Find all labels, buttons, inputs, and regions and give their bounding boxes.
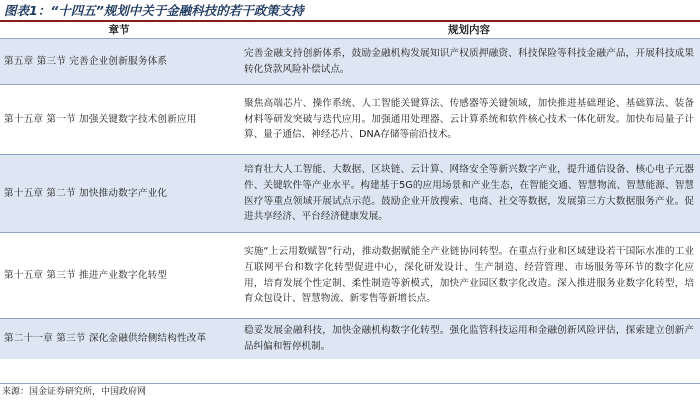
policy-table <box>0 23 700 359</box>
table-row <box>0 85 700 155</box>
chapter-cell: 第十五章 第二节 加快推动数字产业化 <box>0 155 238 233</box>
table-row <box>0 319 700 359</box>
content-cell: 培育壮大人工智能、大数据、区块链、云计算、网络安全等新兴数字产业，提升通信设备、核心电子元器件、关键软件等产业水平。构建基于5G的应用场景和产业生态，在智能交通、智慧物流、智慧能源、智慧医疗等重点领域开展试点示范。鼓励企业开放搜索、电商、社交等数据，发展第三方大数据服务产业。促进共享经济、平台经济健康发展。 <box>238 155 700 233</box>
title-divider <box>0 20 700 22</box>
header-chapter: 章节 <box>0 23 238 39</box>
content-cell: 稳妥发展金融科技，加快金融机构数字化转型。强化监管科技运用和金融创新风险评估，探索建立创新产品纠偏和暂停机制。 <box>238 319 700 359</box>
header-content: 规划内容 <box>238 23 700 39</box>
chapter-cell: 第十五章 第三节 推进产业数字化转型 <box>0 233 238 319</box>
source-note: 来源：国金证券研究所，中国政府网 <box>2 387 147 397</box>
figure-title: 图表1：“十四五”规划中关于金融科技的若干政策支持 <box>4 3 304 18</box>
table-row <box>0 155 700 233</box>
chapter-cell: 第十五章 第一节 加强关键数字技术创新应用 <box>0 85 238 155</box>
table-header-row <box>0 23 700 39</box>
content-cell: 实施“上云用数赋智”行动，推动数据赋能全产业链协同转型。在重点行业和区域建设若干国际水准的工业互联网平台和数字化转型促进中心，深化研发设计、生产制造、经营管理、市场服务等环节的数字化应用，培育发展个性定制、柔性制造等新模式，加快产业园区数字化改造。深入推进服务业数字化转型，培育众包设计、智慧物流、新零售等新增长点。 <box>238 233 700 319</box>
content-cell: 完善金融支持创新体系，鼓励金融机构发展知识产权质押融资、科技保险等科技金融产品，开展科技成果转化贷款风险补偿试点。 <box>238 39 700 85</box>
table-bottom-divider <box>0 383 700 384</box>
table-row <box>0 233 700 319</box>
chapter-cell: 第二十一章 第三节 深化金融供给侧结构性改革 <box>0 319 238 359</box>
chapter-cell: 第五章 第三节 完善企业创新服务体系 <box>0 39 238 85</box>
table-row <box>0 39 700 85</box>
content-cell: 聚焦高端芯片、操作系统、人工智能关键算法、传感器等关键领域，加快推进基础理论、基础算法、装备材料等研发突破与迭代应用。加强通用处理器、云计算系统和软件核心技术一体化研发。加快布局量子计算、量子通信、神经芯片、DNA存储等前沿技术。 <box>238 85 700 155</box>
